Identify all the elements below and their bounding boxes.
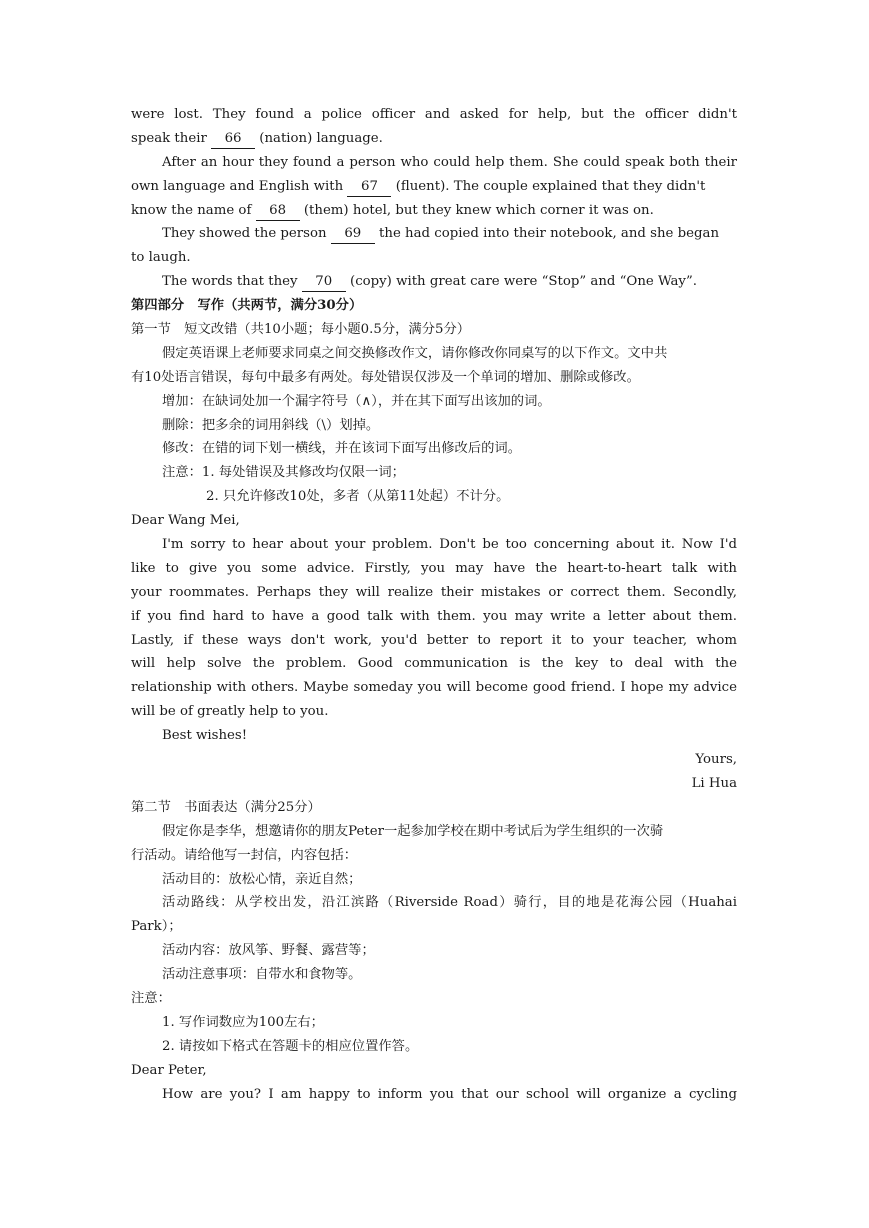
blank-66: 66 xyxy=(211,130,255,149)
passage-text: (them) hotel, but they knew which corner it was on. xyxy=(303,202,654,218)
passage-text: The words that they xyxy=(162,274,298,290)
passage-line-5 xyxy=(131,199,737,223)
blank-69: 69 xyxy=(331,225,375,244)
passage-text: (copy) with great care were “Stop” and “One Way”. xyxy=(350,274,697,290)
section1-title: 第一节 短文改错（共10小题；每小题0.5分，满分5分） xyxy=(131,322,471,338)
rule-modify: 修改：在错的词下划一横线，并在该词下面写出修改后的词。 xyxy=(162,441,522,457)
letter1-greeting: Dear Wang Mei, xyxy=(131,513,240,529)
activity-route-1: 活动路线：从学校出发，沿江滨路（Riverside Road）骑行，目的地是花海公园（Huahai xyxy=(162,895,737,911)
activity-route-2: Park）； xyxy=(131,919,182,935)
passage-text: the had copied into their notebook, and she began xyxy=(379,226,720,242)
letter1-line: will help solve the problem. Good communication is the key to deal with the xyxy=(131,656,737,672)
part4-title: 第四部分 写作（共两节，满分30分） xyxy=(131,298,363,314)
letter1-closing: Best wishes! xyxy=(162,728,248,744)
section2-instruction-1: 假定你是李华，想邀请你的朋友Peter一起参加学校在期中考试后为学生组织的一次骑 xyxy=(162,823,664,839)
passage-text: They showed the person xyxy=(162,226,327,242)
activity-content: 活动内容：放风筝、野餐、露营等； xyxy=(162,943,375,959)
passage-line-6 xyxy=(131,222,737,246)
exam-page xyxy=(131,103,737,1106)
passage-line-1: were lost. They found a police officer and asked for help, but the officer didn't xyxy=(131,107,737,122)
passage-text: know the name of xyxy=(131,202,252,218)
section1-instruction-2: 有10处语言错误，每句中最多有两处。每处错误仅涉及一个单词的增加、删除或修改。 xyxy=(131,369,640,385)
section2-instruction-2: 行活动。请给他写一封信，内容包括： xyxy=(131,847,358,863)
letter1-line: I'm sorry to hear about your problem. Don't be too concerning about it. Now I'd xyxy=(162,537,737,553)
activity-purpose: 活动目的：放松心情，亲近自然； xyxy=(162,871,362,887)
passage-text: own language and English with xyxy=(131,178,344,194)
letter2-greeting: Dear Peter, xyxy=(131,1062,207,1078)
letter1-signature: Li Hua xyxy=(691,775,737,791)
letter1-yours: Yours, xyxy=(695,752,737,768)
passage-text: (fluent). The couple explained that they didn't xyxy=(395,178,706,194)
blank-70: 70 xyxy=(302,273,346,292)
note-1: 注意：1. 每处错误及其修改均仅限一词； xyxy=(162,465,405,481)
letter1-line: relationship with others. Maybe someday you will become good friend. I hope my advice xyxy=(131,680,737,696)
attention-1: 1. 写作词数应为100左右； xyxy=(162,1014,324,1030)
letter1-line: like to give you some advice. Firstly, you may have the heart-to-heart talk with xyxy=(131,560,737,576)
rule-delete: 删除：把多余的词用斜线（\）划掉。 xyxy=(162,417,380,433)
blank-67: 67 xyxy=(347,178,391,197)
letter1-last-line: will be of greatly help to you. xyxy=(131,704,329,720)
passage-line-3: After an hour they found a person who could help them. She could speak both their xyxy=(162,154,737,170)
attention-label: 注意： xyxy=(131,990,171,1006)
passage-line-8 xyxy=(131,270,737,294)
letter1-line: your roommates. Perhaps they will realize their mistakes or correct them. Secondly, xyxy=(131,584,737,600)
blank-68: 68 xyxy=(256,202,300,221)
passage-text: (nation) language. xyxy=(259,130,383,146)
passage-line-4 xyxy=(131,175,737,199)
letter1-line: Lastly, if these ways don't work, you'd better to report it to your teacher, whom xyxy=(131,632,737,648)
activity-notes: 活动注意事项：自带水和食物等。 xyxy=(162,967,362,983)
rule-add: 增加：在缺词处加一个漏字符号（∧），并在其下面写出该加的词。 xyxy=(162,393,551,409)
section1-instruction-1: 假定英语课上老师要求同桌之间交换修改作文，请你修改你同桌写的以下作文。文中共 xyxy=(162,345,668,361)
passage-line-7: to laugh. xyxy=(131,250,191,266)
letter1-line: if you find hard to have a good talk with them. you may write a letter about them. xyxy=(131,608,737,624)
note-2: 2. 只允许修改10处，多者（从第11处起）不计分。 xyxy=(206,489,510,505)
section2-title: 第二节 书面表达（满分25分） xyxy=(131,799,321,815)
passage-line-2 xyxy=(131,127,737,151)
attention-2: 2. 请按如下格式在答题卡的相应位置作答。 xyxy=(162,1038,419,1054)
passage-text: speak their xyxy=(131,130,207,146)
letter2-opening: How are you? I am happy to inform you that our school will organize a cycling xyxy=(162,1086,737,1102)
